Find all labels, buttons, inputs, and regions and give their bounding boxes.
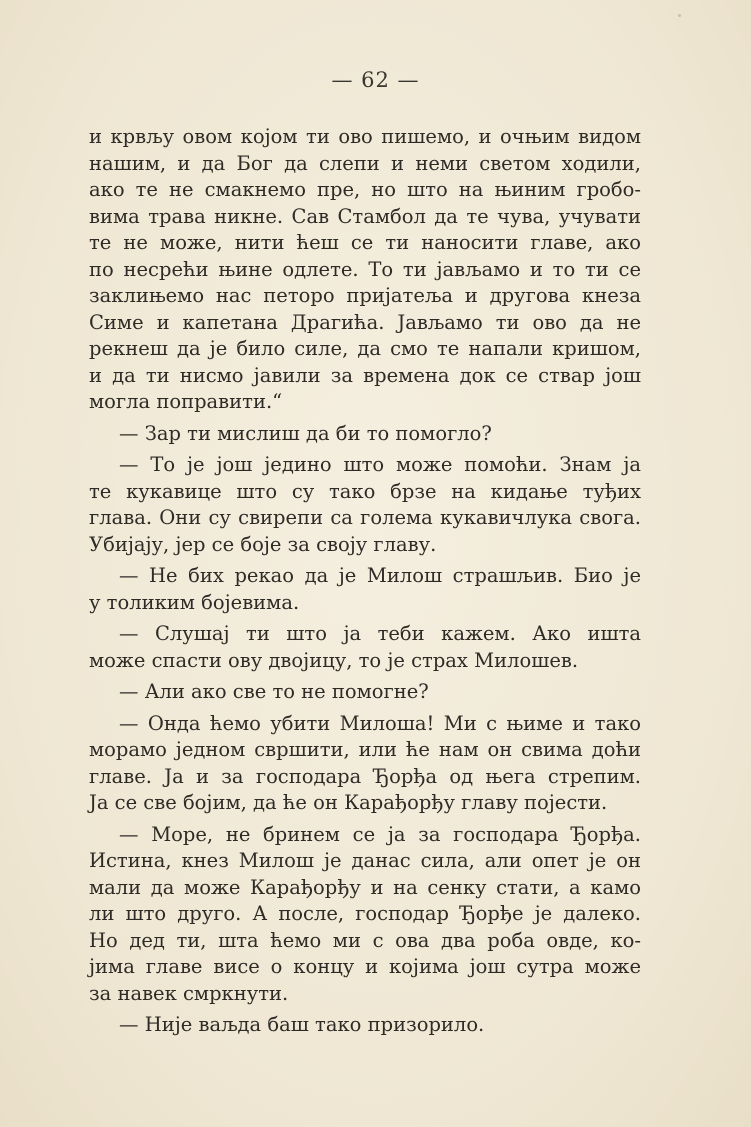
paragraph <box>89 563 641 616</box>
paragraph <box>89 124 641 416</box>
text-line: — Слушај ти што ја теби кажем. Ако ишта <box>119 622 641 645</box>
text-line: те кукавице што су тако брзе на кидање туђих <box>89 479 641 503</box>
text-line: ако те не смакнемо пре, но што на њиним гробо- <box>89 178 641 201</box>
paragraph <box>89 711 641 817</box>
text-line: и да ти нисмо јавили за времена док се ствар још <box>89 363 641 387</box>
text-line: и крвљу овом којом ти ово пишемо, и очњим видом <box>89 125 641 148</box>
text-line: могла поправити.“ <box>89 390 283 413</box>
text-line: за навек смркнути. <box>89 981 289 1005</box>
page-number: — 62 — <box>331 68 420 92</box>
text-line: Но дед ти, шта ћемо ми с ова два роба овде, ко- <box>89 928 641 952</box>
text-line: јима главе висе о концу и којима још сутра може <box>89 955 641 978</box>
text-line: — Зар ти мислиш да би то помогло? <box>119 421 492 445</box>
paragraph <box>89 822 641 1008</box>
text-line: Истина, кнез Милош је данас сила, али опет је он <box>89 849 641 872</box>
text-line: — Али ако све то не помогне? <box>119 680 429 703</box>
text-line: — Море, не бринем се ја за господара Ђорђа. <box>119 822 641 846</box>
body-text <box>89 124 641 1039</box>
text-line: Убијају, јер се боје за своју главу. <box>89 532 437 556</box>
paragraph <box>89 421 641 448</box>
text-line: може спасти ову двојицу, то је страх Милошев. <box>89 648 579 672</box>
text-line: вима трава никне. Сав Стамбол да те чува, учувати <box>89 204 641 228</box>
text-line: по несрећи њине одлете. То ти јављамо и то ти се <box>89 257 641 281</box>
text-line: Ја се све бојим, да ће он Карађорђу главу појести. <box>89 791 608 814</box>
text-line: главе. Ја и за господара Ђорђа од њега стрепим. <box>89 764 641 788</box>
paragraph <box>89 1012 641 1039</box>
text-line: — То је још једино што може помоћи. Знам ја <box>119 453 641 476</box>
text-line: заклињемо нас петоро пријатеља и другова кнеза <box>89 284 641 307</box>
text-line: глава. Они су свирепи са голема кукавичлука свога. <box>89 506 641 529</box>
text-line: мали да може Карађорђу и на сенку стати, а камо <box>89 875 641 899</box>
text-line: — Не бих рекао да је Милош страшљив. Био је <box>119 564 641 587</box>
paragraph <box>89 679 641 706</box>
text-line: нашим, и да Бог да слепи и неми светом ходили, <box>89 151 641 175</box>
paper-speck <box>678 14 681 17</box>
text-line: те не може, нити ћеш се ти наносити главе, ако <box>89 231 641 254</box>
text-line: у толиким бојевима. <box>89 590 300 614</box>
text-line: рекнеш да је било силе, да смо те напали кришом, <box>89 337 641 360</box>
text-line: Симе и капетана Драгића. Јављамо ти ово да не <box>89 310 641 334</box>
text-line: — Није ваљда баш тако призорило. <box>119 1013 485 1036</box>
text-line: — Онда ћемо убити Милоша! Ми с њиме и тако <box>119 711 641 735</box>
paragraph <box>89 452 641 558</box>
text-line: ли што друго. А после, господар Ђорђе је далеко. <box>89 902 641 925</box>
text-line: морамо једном свршити, или ће нам он свима доћи <box>89 738 641 761</box>
paragraph <box>89 621 641 674</box>
